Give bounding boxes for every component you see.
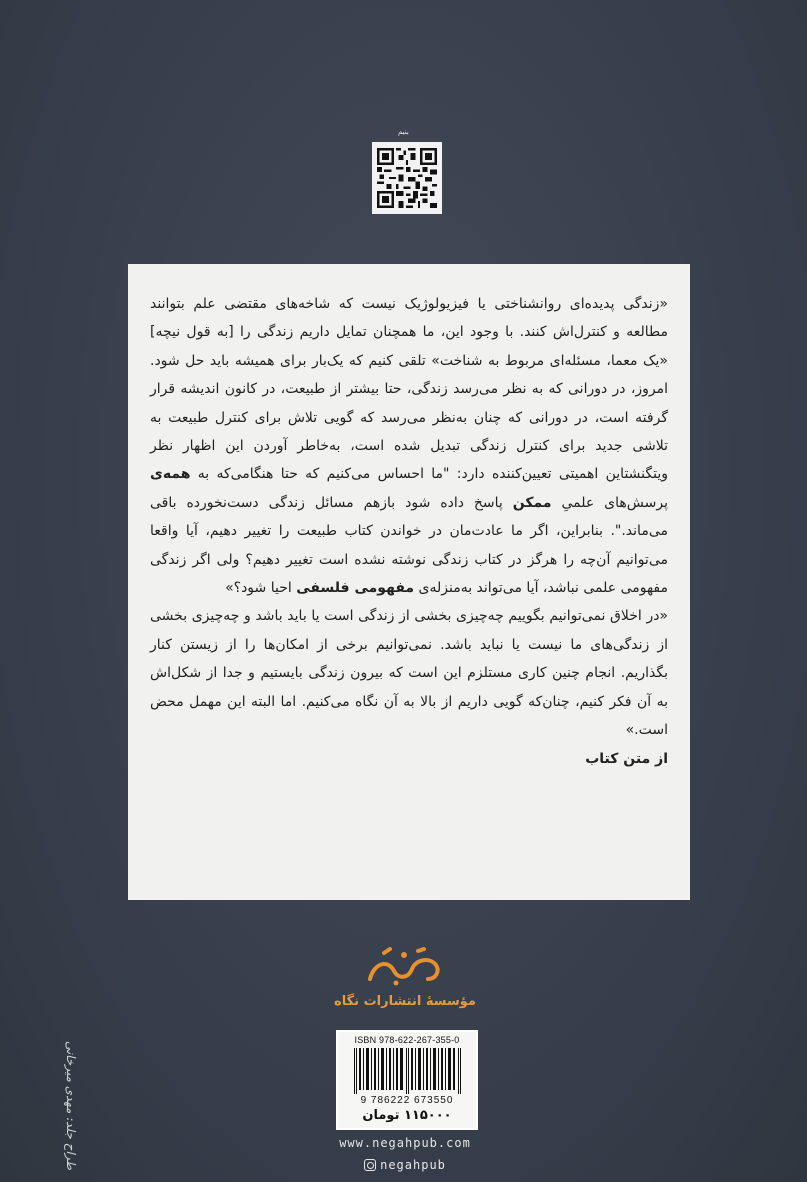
cover-designer-credit: طراح جلد: مهدی میرخانی (64, 1040, 78, 1170)
barcode (352, 1048, 464, 1094)
bold-term-possible: ممکن (512, 494, 552, 511)
website-link[interactable]: www.negahpub.com (339, 1136, 471, 1150)
qr-code (372, 142, 442, 214)
bold-term-philosophical: مفهومی فلسفی (296, 580, 415, 597)
quote-paragraph-2: «در اخلاق نمی‌توانیم بگوییم چه‌چیزی بخشی از زندگی است یا باید باشد و چه‌چیزی بخشی از زندگی‌های ما نیست یا نباید باشد. نمی‌توانیم برخی از امکان‌ها را از زیستن کنار بگذاریم. انجام چنین کاری مستلزم این است که بیرون زندگی بایستیم و جدا از شکل‌اش به آن فکر کنیم، چنان‌که گویی داریم از بالا به آن نگاه می‌کنیم. اما البته این مهمل محض است.» (150, 608, 668, 739)
instagram-handle[interactable]: negahpub (300, 1158, 510, 1172)
barcode-panel (336, 1030, 478, 1130)
isbn-text: ISBN 978-622-267-355-0 (354, 1035, 460, 1045)
quote-source: از متن کتاب (585, 750, 668, 767)
publisher-name: مؤسسهٔ انتشارات نگاه (334, 994, 476, 1009)
price: ۱۱۵۰۰۰ تومان (362, 1108, 452, 1123)
barcode-digits: 9 786222 673550 (360, 1095, 454, 1106)
instagram-icon (364, 1159, 376, 1171)
quote-paragraph-1: «زندگی پدیده‌ای روانشناختی یا فیزیولوژیک نیست که شاخه‌های مقتضی علم بتوانند مطالعه و کنترل‌اش کنند. با وجود این، ما همچنان تمایل داریم زندگی را [به قول نیچه] «یک معما، مسئله‌ای مربوط به شناخت» تلقی کنیم که یک‌بار برای همیشه باید حل شود. امروز، در دورانی که به نظر می‌رسد زندگی، حتا بیشتر از طبیعت، در کانون اندیشه قرار گرفته است، در دورانی که چنان به‌نظر می‌رسد که گویی تلاش برای کنترل طبیعت به تلاشی جدید برای کنترل زندگی تبدیل شده است، به‌خاطر آوردن این اظهار نظر ویتگنشتاین اهمیتی تعیین‌کننده دارد: "ما احساس می‌کنیم که حتا هنگامی‌که به همه‌ی پرسش‌های علمیِ ممکن پاسخ داده شود بازهم مسائل زندگی دست‌نخورده باقی می‌ماند.". بنابراین، اگر ما عادت‌مان در خواندن کتاب طبیعت را تغییر دهیم، آیا واقعا می‌توانیم آن‌چه را هرگز در کتاب زندگی نوشته نشده است تغییر دهیم؟ ولی اگر زندگی مفهومی علمی نباشد، آیا می‌تواند به‌منزله‌ی مفهومی فلسفی احیا شود؟» (150, 296, 668, 597)
qr-label: بنیم (398, 128, 409, 136)
publisher-logo (360, 945, 450, 989)
text-panel (128, 264, 690, 900)
bold-term-all: همه‌ی (150, 466, 191, 483)
